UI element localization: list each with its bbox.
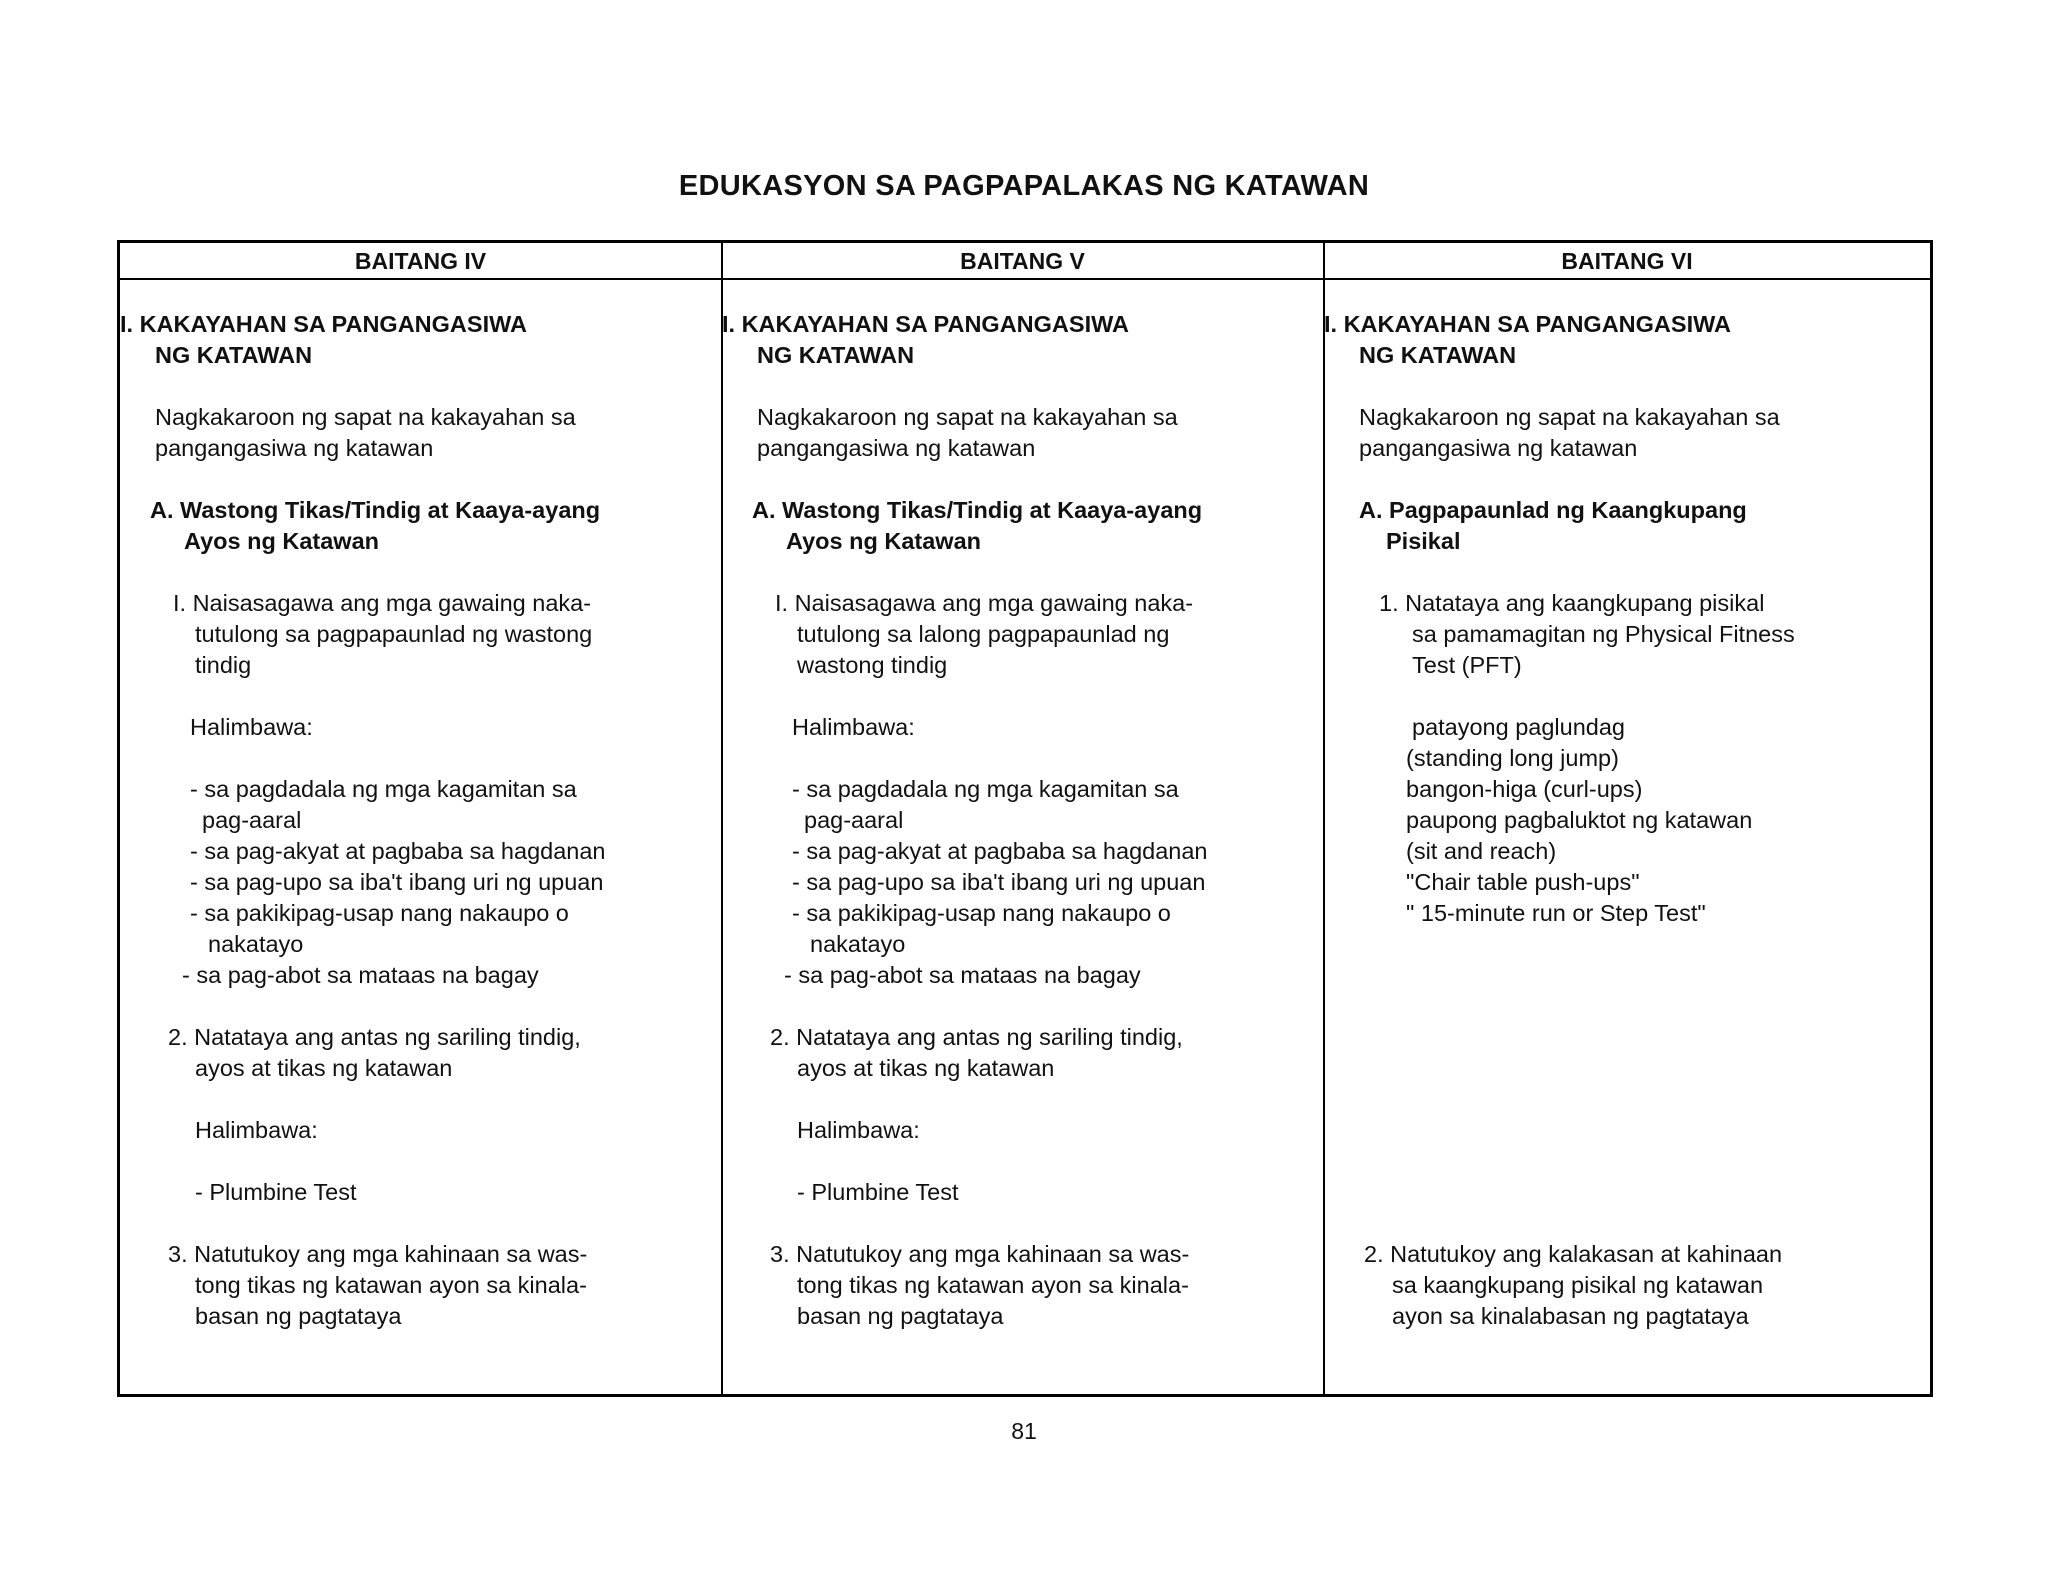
column-text-line: I. Naisasagawa ang mga gawaing naka- — [173, 590, 592, 616]
column-text-line: "Chair table push-ups" — [1406, 869, 1640, 895]
column-text-line: Pisikal — [1386, 528, 1461, 554]
column-text-line: Ayos ng Katawan — [786, 528, 981, 554]
column-text-line: pangangasiwa ng katawan — [155, 435, 434, 461]
column-text-line: NG KATAWAN — [757, 342, 915, 368]
column-text-line: (standing long jump) — [1406, 745, 1619, 771]
column-text-line: pangangasiwa ng katawan — [757, 435, 1036, 461]
column-text-line: basan ng pagtataya — [195, 1303, 402, 1329]
column-text-line: ayos at tikas ng katawan — [195, 1055, 453, 1081]
page-title: EDUKASYON SA PAGPAPALAKAS NG KATAWAN — [678, 170, 1370, 202]
column-text-line: 1. Natataya ang kaangkupang pisikal — [1379, 590, 1765, 616]
column-header-baitang-iv: BAITANG IV — [354, 248, 487, 274]
column-text-line: - sa pag-akyat at pagbaba sa hagdanan — [190, 838, 606, 864]
column-text-line: 3. Natutukoy ang mga kahinaan sa was- — [770, 1241, 1190, 1267]
column-text-line: (sit and reach) — [1406, 838, 1557, 864]
column-text-line: 2. Natataya ang antas ng sariling tindig, — [770, 1024, 1183, 1050]
column-text-line: ayon sa kinalabasan ng pagtataya — [1392, 1303, 1749, 1329]
column-text-line: - sa pakikipag-usap nang nakaupo o — [792, 900, 1171, 926]
column-text-line: sa kaangkupang pisikal ng katawan — [1392, 1272, 1764, 1298]
column-text-line: 3. Natutukoy ang mga kahinaan sa was- — [168, 1241, 588, 1267]
column-text-line: NG KATAWAN — [1359, 342, 1517, 368]
column-text-line: tutulong sa pagpapaunlad ng wastong — [195, 621, 593, 647]
column-text-line: - sa pag-abot sa mataas na bagay — [182, 962, 539, 988]
column-text-line: - sa pag-abot sa mataas na bagay — [784, 962, 1141, 988]
column-text-line: " 15-minute run or Step Test" — [1406, 900, 1706, 926]
column-text-line: wastong tindig — [797, 652, 948, 678]
column-text-line: basan ng pagtataya — [797, 1303, 1004, 1329]
column-text-line: - sa pag-upo sa iba't ibang uri ng upuan — [792, 869, 1206, 895]
column-text-line: sa pamamagitan ng Physical Fitness — [1412, 621, 1795, 647]
column-text-line: Halimbawa: — [195, 1117, 318, 1143]
column-divider — [1323, 243, 1325, 1394]
column-text-line: Nagkakaroon ng sapat na kakayahan sa — [757, 404, 1178, 430]
column-header-baitang-v: BAITANG V — [960, 248, 1085, 274]
column-header-baitang-vi: BAITANG VI — [1561, 248, 1693, 274]
column-text-line: tutulong sa lalong pagpapaunlad ng — [797, 621, 1170, 647]
column-text-line: Halimbawa: — [797, 1117, 920, 1143]
column-text-line: - sa pakikipag-usap nang nakaupo o — [190, 900, 569, 926]
column-text-line: Nagkakaroon ng sapat na kakayahan sa — [1359, 404, 1780, 430]
column-text-line: 2. Natataya ang antas ng sariling tindig, — [168, 1024, 581, 1050]
column-text-line: A. Pagpapaunlad ng Kaangkupang — [1359, 497, 1747, 523]
column-text-line: - sa pag-akyat at pagbaba sa hagdanan — [792, 838, 1208, 864]
column-text-line: tong tikas ng katawan ayon sa kinala- — [195, 1272, 587, 1298]
column-text-line: nakatayo — [810, 931, 906, 957]
column-text-line: ayos at tikas ng katawan — [797, 1055, 1055, 1081]
column-divider — [721, 243, 723, 1394]
column-text-line: tindig — [195, 652, 252, 678]
header-divider — [120, 278, 1930, 280]
column-text-line: - sa pag-upo sa iba't ibang uri ng upuan — [190, 869, 604, 895]
column-text-line: Nagkakaroon ng sapat na kakayahan sa — [155, 404, 576, 430]
column-text-line: nakatayo — [208, 931, 304, 957]
column-text-line: pangangasiwa ng katawan — [1359, 435, 1638, 461]
column-text-line: - Plumbine Test — [195, 1179, 357, 1205]
column-text-line: I. Naisasagawa ang mga gawaing naka- — [775, 590, 1194, 616]
column-text-line: Test (PFT) — [1412, 652, 1522, 678]
column-text-line: I. KAKAYAHAN SA PANGANGASIWA — [120, 311, 527, 337]
column-text-line: paupong pagbaluktot ng katawan — [1406, 807, 1753, 833]
column-text-line: I. KAKAYAHAN SA PANGANGASIWA — [722, 311, 1129, 337]
column-text-line: Halimbawa: — [190, 714, 313, 740]
column-text-line: Halimbawa: — [792, 714, 915, 740]
column-text-line: A. Wastong Tikas/Tindig at Kaaya-ayang — [150, 497, 601, 523]
column-text-line: 2. Natutukoy ang kalakasan at kahinaan — [1364, 1241, 1783, 1267]
column-text-line: pag-aaral — [804, 807, 904, 833]
column-text-line: I. KAKAYAHAN SA PANGANGASIWA — [1324, 311, 1731, 337]
column-text-line: - sa pagdadala ng mga kagamitan sa — [190, 776, 577, 802]
column-text-line: - sa pagdadala ng mga kagamitan sa — [792, 776, 1179, 802]
column-text-line: NG KATAWAN — [155, 342, 313, 368]
column-text-line: A. Wastong Tikas/Tindig at Kaaya-ayang — [752, 497, 1203, 523]
column-text-line: tong tikas ng katawan ayon sa kinala- — [797, 1272, 1189, 1298]
column-text-line: bangon-higa (curl-ups) — [1406, 776, 1643, 802]
column-text-line: Ayos ng Katawan — [184, 528, 379, 554]
column-text-line: patayong paglundag — [1412, 714, 1626, 740]
column-text-line: pag-aaral — [202, 807, 302, 833]
page-number: 81 — [1011, 1418, 1037, 1444]
column-text-line: - Plumbine Test — [797, 1179, 959, 1205]
